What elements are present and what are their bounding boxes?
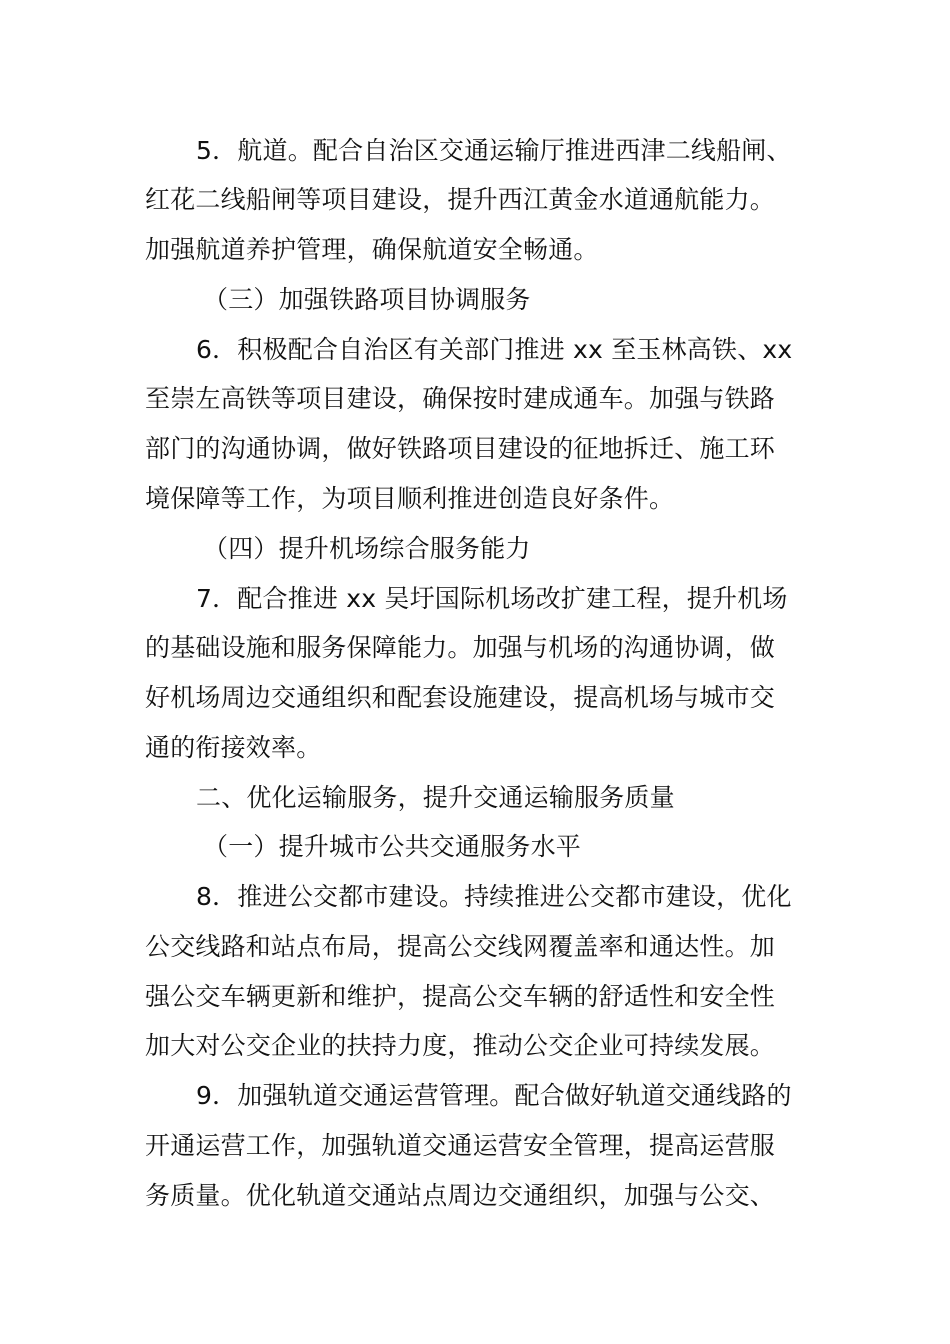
paragraph-5-line-3: 加强航道养护管理，确保航道安全畅通。	[145, 235, 599, 264]
paragraph-7-line-2: 的基础设施和服务保障能力。加强与机场的沟通协调，做	[145, 633, 776, 662]
paragraph-7-line-1: 7．配合推进 xx 吴圩国际机场改扩建工程，提升机场	[196, 584, 788, 613]
section-heading-1: （一）提升城市公共交通服务水平	[203, 832, 582, 861]
paragraph-6-line-1: 6．积极配合自治区有关部门推进 xx 至玉林高铁、xx	[196, 335, 793, 364]
paragraph-6-line-4: 境保障等工作，为项目顺利推进创造良好条件。	[145, 484, 675, 513]
paragraph-6-line-2: 至崇左高铁等项目建设，确保按时建成通车。加强与铁路	[145, 384, 776, 413]
paragraph-8-line-4: 加大对公交企业的扶持力度，推动公交企业可持续发展。	[145, 1031, 776, 1060]
section-heading-4: （四）提升机场综合服务能力	[203, 534, 531, 563]
section-heading-3: （三）加强铁路项目协调服务	[203, 285, 531, 314]
paragraph-9-line-1: 9．加强轨道交通运营管理。配合做好轨道交通线路的	[196, 1081, 792, 1110]
paragraph-8-line-3: 强公交车辆更新和维护，提高公交车辆的舒适性和安全性	[145, 982, 776, 1011]
paragraph-5-line-2: 红花二线船闸等项目建设，提升西江黄金水道通航能力。	[145, 185, 776, 214]
paragraph-6-line-3: 部门的沟通协调，做好铁路项目建设的征地拆迁、施工环	[145, 434, 776, 463]
paragraph-7-line-4: 通的衔接效率。	[145, 733, 322, 762]
paragraph-9-line-2: 开通运营工作，加强轨道交通运营安全管理，提高运营服	[145, 1131, 776, 1160]
paragraph-7-line-3: 好机场周边交通组织和配套设施建设，提高机场与城市交	[145, 683, 776, 712]
paragraph-5-line-1: 5．航道。配合自治区交通运输厅推进西津二线船闸、	[196, 136, 792, 165]
chapter-heading-2: 二、优化运输服务，提升交通运输服务质量	[196, 783, 675, 812]
paragraph-8-line-1: 8．推进公交都市建设。持续推进公交都市建设，优化	[196, 882, 792, 911]
paragraph-9-line-3: 务质量。优化轨道交通站点周边交通组织，加强与公交、	[145, 1181, 776, 1210]
paragraph-8-line-2: 公交线路和站点布局，提高公交线网覆盖率和通达性。加	[145, 932, 776, 961]
